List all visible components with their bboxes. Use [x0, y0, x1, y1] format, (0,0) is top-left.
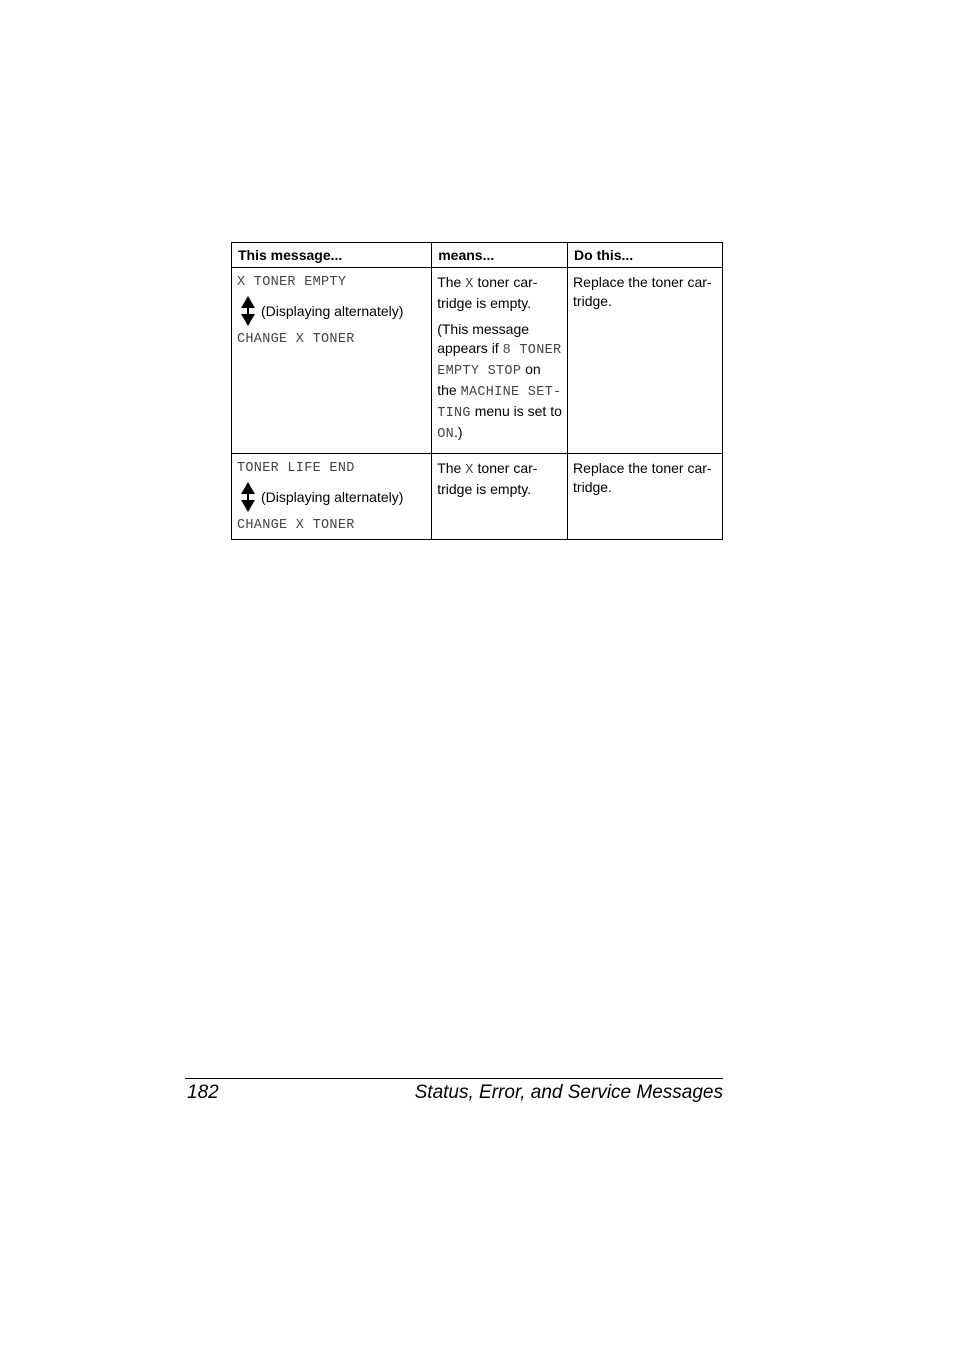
means-code: MACHINE SET-TING [437, 385, 562, 421]
table-row [232, 454, 723, 540]
means-note-paragraph [437, 320, 562, 444]
means-text: toner car-tridge is empty. [437, 274, 538, 311]
means-code: X [465, 463, 474, 478]
alternate-label: (Displaying alternately) [261, 488, 404, 505]
header-this-message: This message... [232, 243, 432, 268]
means-paragraph [437, 273, 562, 313]
alternate-label: (Displaying alternately) [261, 302, 404, 319]
message-table [231, 242, 723, 540]
panel-message-line-1: X TONER EMPTY [237, 275, 347, 290]
means-text: The [437, 274, 466, 290]
means-code: ON [437, 427, 455, 442]
header-do-this: Do this... [568, 243, 723, 268]
page-number: 182 [187, 1082, 219, 1103]
means-text: menu is set to [470, 403, 562, 419]
up-down-arrow-icon [241, 482, 255, 512]
message-cell [232, 454, 432, 540]
up-down-arrow-icon [241, 296, 255, 326]
header-means: means... [432, 243, 568, 268]
means-text: The [437, 460, 466, 476]
means-text: .) [454, 424, 463, 440]
means-cell [432, 268, 568, 454]
alternate-indicator [237, 478, 426, 516]
means-text: (This message appears if [437, 321, 530, 356]
table-header-row [232, 243, 723, 268]
panel-message-line-2: CHANGE X TONER [237, 518, 355, 533]
panel-message-line-1: TONER LIFE END [237, 461, 355, 476]
footer-rule [185, 1078, 723, 1079]
means-code: X [465, 277, 474, 292]
table-row [232, 268, 723, 454]
running-title: Status, Error, and Service Messages [414, 1082, 723, 1103]
means-text: toner car-tridge is empty. [437, 460, 538, 497]
means-text: on the [437, 361, 541, 398]
means-code: 8 TONER EMPTY STOP [437, 343, 562, 379]
message-cell [232, 268, 432, 454]
alternate-indicator [237, 292, 426, 330]
do-this-cell: Replace the toner car-tridge. [568, 268, 723, 454]
means-cell [432, 454, 568, 540]
means-paragraph [437, 459, 562, 499]
panel-message-line-2: CHANGE X TONER [237, 332, 355, 347]
do-this-cell: Replace the toner car-tridge. [568, 454, 723, 540]
